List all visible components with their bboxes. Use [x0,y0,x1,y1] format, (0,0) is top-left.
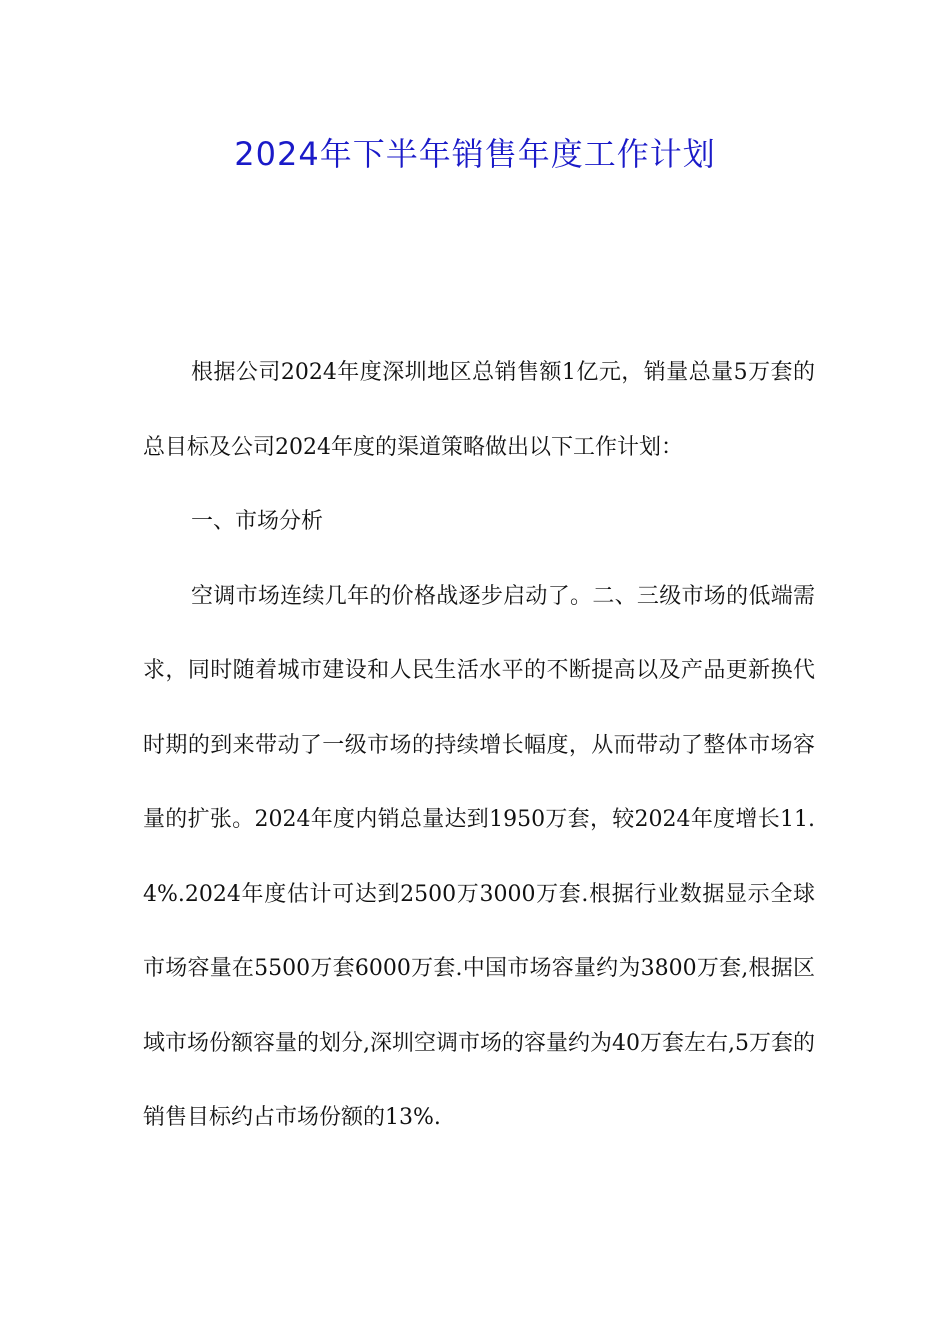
section-heading-market-analysis: 一、市场分析 [191,509,324,534]
document-title: 2024年下半年销售年度工作计划 [234,135,716,173]
paragraph-market-analysis: 空调市场连续几年的价格战逐步启动了。二、三级市场的低端需求，同时随着城市建设和人民生活水平的不断提高以及产品更新换代时期的到来带动了一级市场的持续增长幅度，从而带动了整体市场容量的扩张。2024年度内销总量达到1950万套，较2024年度增长11.4%.2024年度估计可达到2500万3000万套.根据行业数据显示全球市场容量在5500万套6000万套.中国市场容量约为3800万套,根据区域市场份额容量的划分,深圳空调市场的容量约为40万套左右,5万套的销售目标约占市场份额的13%. [143,583,815,1130]
document-body [143,336,815,1156]
paragraph-intro: 根据公司2024年度深圳地区总销售额1亿元，销量总量5万套的总目标及公司2024年度的渠道策略做出以下工作计划： [143,360,815,460]
